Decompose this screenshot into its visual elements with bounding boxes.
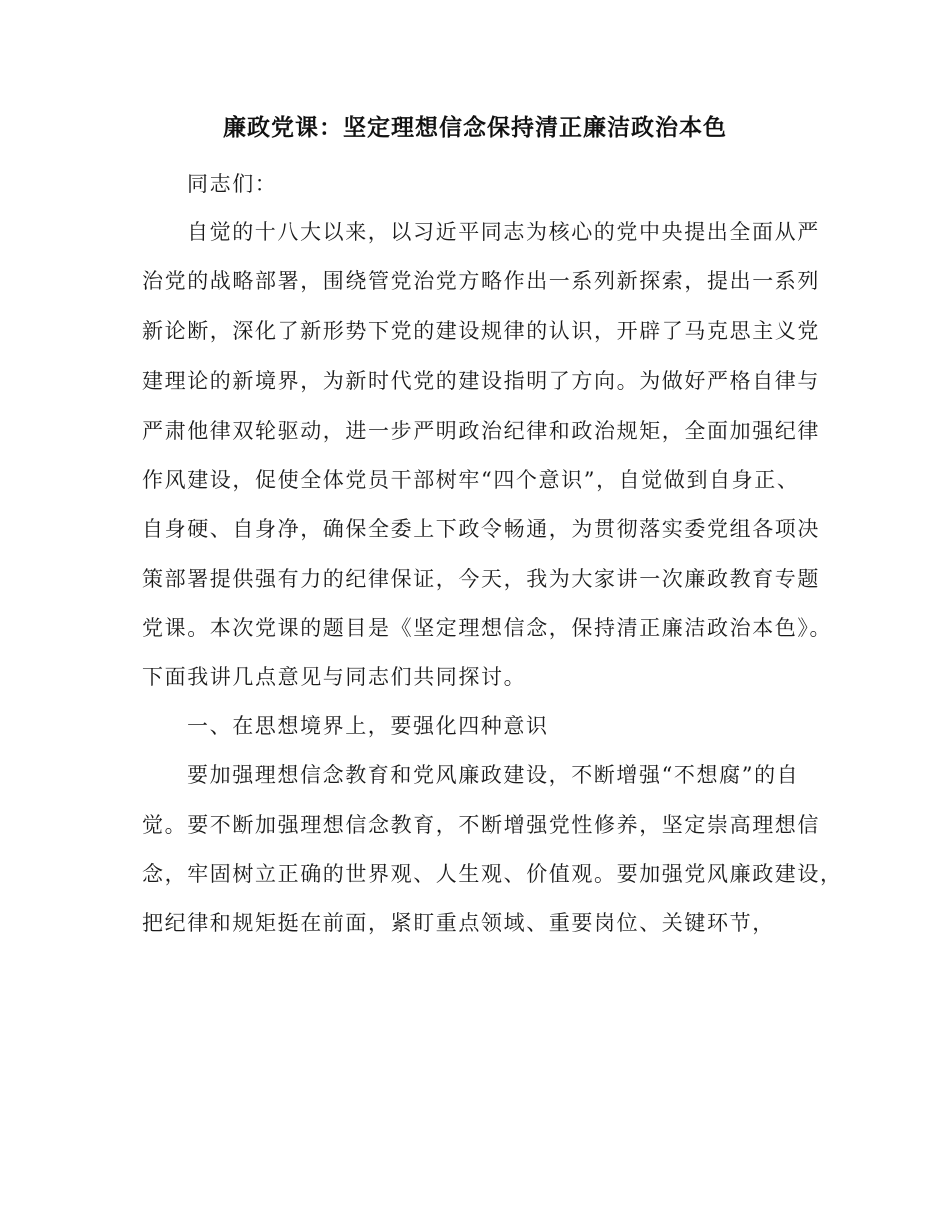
body-line: 觉。要不断加强理想信念教育，不断增强党性修养，坚定崇高理想信 — [142, 813, 820, 837]
body-line: 自觉的十八大以来，以习近平同志为核心的党中央提出全面从严 — [187, 220, 820, 244]
body-line: 要加强理想信念教育和党风廉政建设，不断增强“不想腐”的自 — [187, 763, 800, 787]
body-line: 新论断，深化了新形势下党的建设规律的认识，开辟了马克思主义党 — [142, 319, 820, 343]
body-line: 作风建设，促使全体党员干部树牢“四个意识”，自觉做到自身正、 — [142, 468, 800, 492]
body-line: 同志们： — [187, 172, 278, 196]
body-line: 党课。本次党课的题目是《坚定理想信念，保持清正廉洁政治本色》。 — [142, 616, 833, 640]
body-line: 下面我讲几点意见与同志们共同探讨。 — [142, 665, 527, 689]
body-line: 严肃他律双轮驱动，进一步严明政治纪律和政治规矩，全面加强纪律 — [142, 419, 820, 443]
body-line: 建理论的新境界，为新时代党的建设指明了方向。为做好严格自律与 — [142, 369, 820, 393]
section-heading: 一、在思想境界上，要强化四种意识 — [187, 714, 549, 738]
body-line: 治党的战略部署，围绕管党治党方略作出一系列新探索，提出一系列 — [142, 269, 820, 293]
body-line: 念，牢固树立正确的世界观、人生观、价值观。要加强党风廉政建设， — [142, 862, 843, 886]
body-line: 把纪律和规矩挺在前面，紧盯重点领域、重要岗位、关键环节， — [142, 911, 775, 935]
document-title: 廉政党课：坚定理想信念保持清正廉洁政治本色 — [223, 114, 727, 141]
body-line: 自身硬、自身净，确保全委上下政令畅通，为贯彻落实委党组各项决 — [142, 517, 820, 541]
body-line: 策部署提供强有力的纪律保证，今天，我为大家讲一次廉政教育专题 — [142, 567, 820, 591]
